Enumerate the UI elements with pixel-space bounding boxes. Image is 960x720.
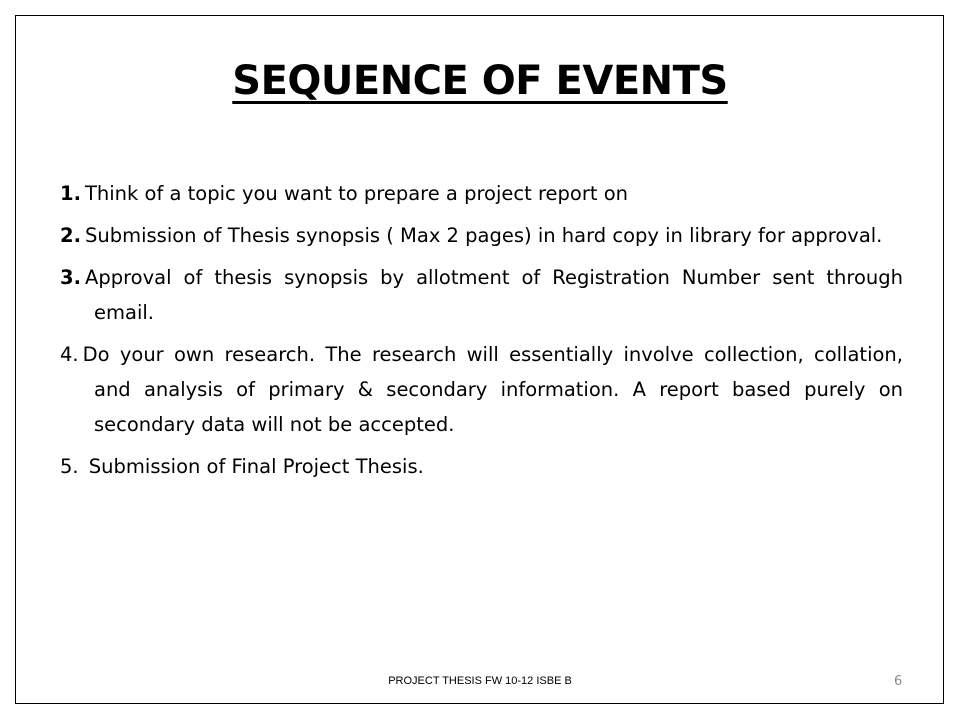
sequence-list — [60, 176, 903, 491]
list-item-number: 5. — [60, 455, 79, 478]
list-item-4 — [60, 337, 903, 442]
list-item-text: Think of a topic you want to prepare a project report on — [84, 182, 629, 205]
list-item-3 — [60, 260, 903, 330]
list-item-text: Submission of Final Project Thesis. — [82, 455, 424, 478]
list-item-number: 2. — [60, 224, 81, 247]
list-item-number: 4. — [60, 343, 79, 366]
list-item-text: Approval of thesis synopsis by allotment of Registration Number sent through email. — [84, 266, 903, 324]
list-item-number: 3. — [60, 266, 81, 289]
list-item-2 — [60, 218, 903, 253]
list-item-1 — [60, 176, 903, 211]
slide-title — [0, 58, 960, 104]
slide-footer: PROJECT THESIS FW 10-12 ISBE B — [388, 675, 572, 687]
slide-title-text: SEQUENCE OF EVENTS — [232, 58, 728, 104]
page-number: 6 — [894, 674, 903, 689]
list-item-5 — [60, 449, 903, 484]
list-item-text: Submission of Thesis synopsis ( Max 2 pages) in hard copy in library for approval. — [84, 224, 883, 247]
list-item-text: Do your own research. The research will essentially involve collection, collation, and analysis of primary & secondary information. A report based purely on secondary data will not be accepted. — [82, 343, 903, 436]
list-item-number: 1. — [60, 182, 81, 205]
